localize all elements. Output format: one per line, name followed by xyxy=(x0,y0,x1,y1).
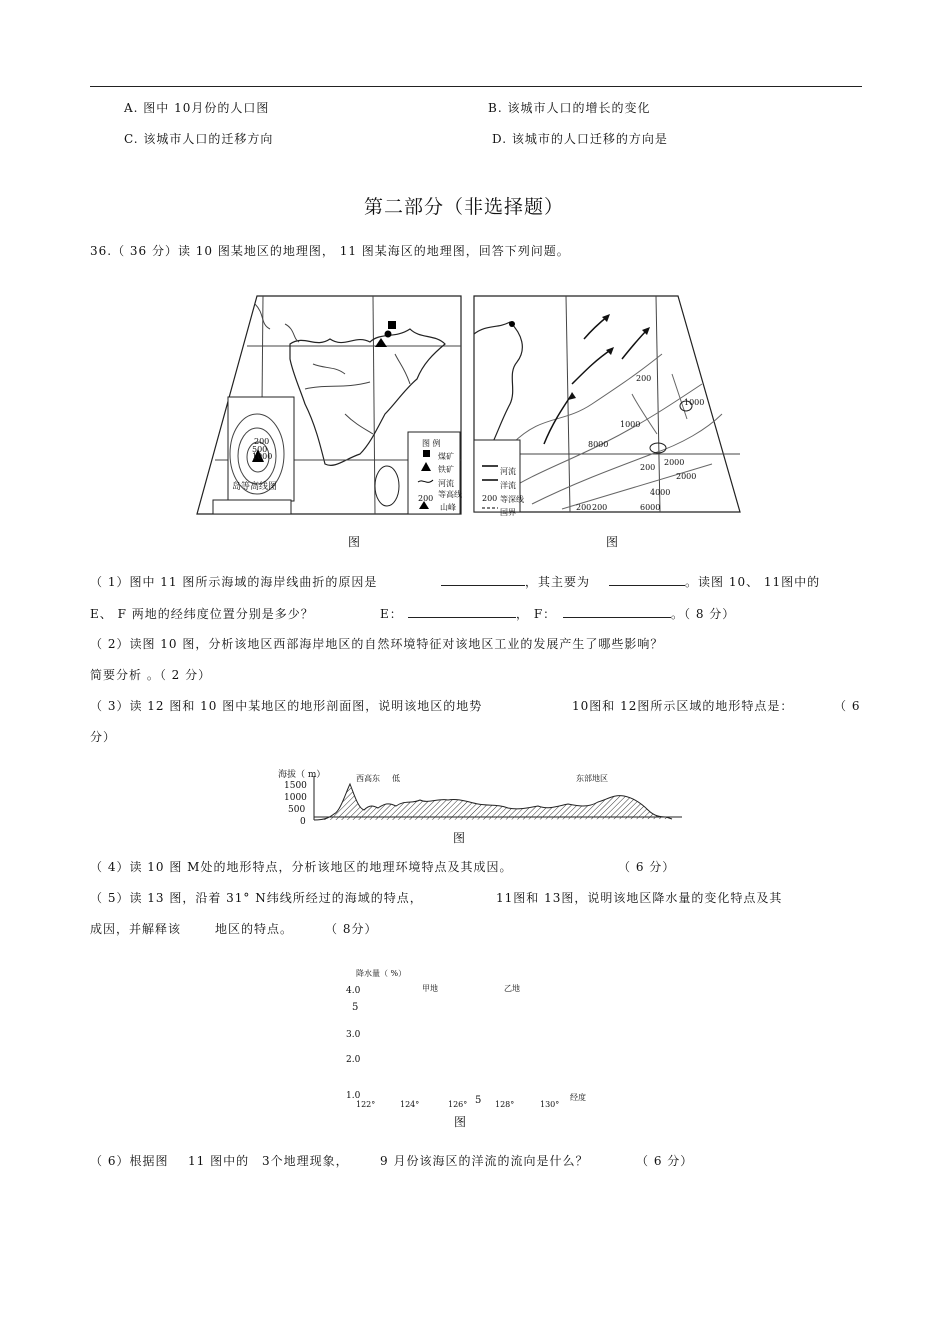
chart13-ytick-2: 5 xyxy=(352,1002,359,1013)
q6-c: 3个地理现象， xyxy=(262,1154,349,1168)
q5-line2-c: （ 8分） xyxy=(325,922,378,936)
chart13-caption: 图 xyxy=(454,1115,468,1129)
profile-ytick-1000: 1000 xyxy=(284,793,307,803)
profile-label-left: 西高东 xyxy=(356,774,380,783)
inset-contour-500: 500 xyxy=(252,445,268,454)
legend-peak: 山峰 xyxy=(440,503,456,512)
q6-a: （ 6）根据图 xyxy=(90,1154,169,1168)
depth-label-8: 8000 xyxy=(588,440,609,449)
chart13-xtick-3: 126° xyxy=(448,1100,468,1109)
depth-label-11: 200 xyxy=(636,374,652,383)
chart13-ytick-3: 3.0 xyxy=(346,1030,361,1040)
depth-label-5: 2000 xyxy=(664,458,685,467)
option-d: D. 该城市的人口迁移的方向是 xyxy=(492,132,668,146)
depth-label-4: 1000 xyxy=(620,420,641,429)
q3-line1-a: （ 3）读 12 图和 10 图中某地区的地形剖面图，说明该地区的地势 xyxy=(90,699,483,713)
legend-river: 河流 xyxy=(438,479,454,488)
option-c: C. 该城市人口的迁移方向 xyxy=(124,132,274,146)
q6-e: （ 6 分） xyxy=(636,1154,694,1168)
legend-coal: 煤矿 xyxy=(438,452,454,461)
inset-contour-1000: 1000 xyxy=(252,452,273,461)
q1-blank-f[interactable] xyxy=(563,605,671,618)
profile-ytick-500: 500 xyxy=(288,805,306,815)
q1-blank-e[interactable] xyxy=(408,605,516,618)
q1-blank-2[interactable] xyxy=(609,573,685,586)
map2-caption: 图 xyxy=(606,535,620,549)
q5-line1-a: （ 5）读 13 图，沿着 31° N纬线所经过的海域的特点， xyxy=(90,891,423,905)
q5-line1-b: 11图和 13图，说明该地区降水量的变化特点及其 xyxy=(496,891,783,905)
map1-caption: 图 xyxy=(348,535,362,549)
q3-line1-b: 10图和 12图所示区域的地形特点是： xyxy=(572,699,794,713)
q2-line2: 简要分析 。（ 2 分） xyxy=(90,668,212,682)
chart13-ytick-5: 1.0 xyxy=(346,1091,361,1101)
section-title: 第二部分（非选择题） xyxy=(364,196,565,218)
top-rule xyxy=(90,86,862,87)
map2-legend-border: 国界 xyxy=(500,508,516,517)
inset-contour-200: 200 xyxy=(254,437,270,446)
q1-blank-1[interactable] xyxy=(441,573,525,586)
chart13-label-b: 乙地 xyxy=(504,984,520,993)
q6-b: 11 图中的 xyxy=(188,1154,250,1168)
chart13-xunit: 经度 xyxy=(570,1093,586,1102)
map2-legend-isobath: 等深线 xyxy=(500,495,524,504)
profile-ytick-1500: 1500 xyxy=(284,781,307,791)
q1-line1-c: 。读图 10、 11图中的 xyxy=(685,575,821,589)
depth-label-9: 1000 xyxy=(684,398,705,407)
map1-legend-title: 图 例 xyxy=(422,439,441,448)
profile-caption: 图 xyxy=(453,831,467,845)
chart13-ylabel: 降水量（ %） xyxy=(356,969,407,978)
depth-label-7: 6000 xyxy=(640,503,661,512)
depth-label-3: 200 xyxy=(640,463,656,472)
q5-line2-b: 地区的特点。 xyxy=(215,922,294,936)
q6-d: 9 月份该海区的洋流的流向是什么？ xyxy=(380,1154,589,1168)
map2-legend-value: 200 xyxy=(482,494,498,503)
q1-line1-b: ，其主要为 xyxy=(525,575,591,589)
depth-label-6: 4000 xyxy=(650,488,671,497)
chart13-ytick-4: 2.0 xyxy=(346,1055,361,1065)
q1-line2-b: E： xyxy=(380,607,403,621)
q1-line2-a: E、 F 两地的经纬度位置分别是多少？ xyxy=(90,607,314,621)
q5-line2-a: 成因，并解释该 xyxy=(90,922,182,936)
chart13-label-a: 甲地 xyxy=(422,984,438,993)
profile-chart xyxy=(308,774,683,826)
q4-score: （ 6 分） xyxy=(618,860,676,874)
depth-label-10: 2000 xyxy=(676,472,697,481)
chart13-xtick-6: 130° xyxy=(540,1100,560,1109)
legend-contour-value: 200 xyxy=(418,494,434,503)
profile-label-left2: 低 xyxy=(392,774,400,783)
depth-label-2: 200 xyxy=(592,503,608,512)
chart13-xtick-2: 124° xyxy=(400,1100,420,1109)
profile-label-right: 东部地区 xyxy=(576,774,608,783)
chart13-xtick-4: 5 xyxy=(475,1095,482,1106)
q4-text: （ 4）读 10 图 M处的地形特点，分析该地区的地理环境特点及其成因。 xyxy=(90,860,513,874)
option-a: A. 图中 10月份的人口图 xyxy=(124,101,270,115)
map2-legend-current: 洋流 xyxy=(500,481,516,490)
legend-contour: 等高线 xyxy=(438,490,462,499)
chart13-ytick-1: 4.0 xyxy=(346,986,361,996)
q1-line2-d: 。（ 8 分） xyxy=(671,607,736,621)
chart13-xtick-5: 128° xyxy=(495,1100,515,1109)
profile-ylabel: 海拔（ m） xyxy=(278,770,326,780)
option-b: B. 该城市人口的增长的变化 xyxy=(488,101,651,115)
q3-line2: 分） xyxy=(90,730,117,744)
q2-line1: （ 2）读图 10 图，分析该地区西部海岸地区的自然环境特征对该地区工业的发展产生了哪些影响？ xyxy=(90,637,664,651)
q1-line1-a: （ 1）图中 11 图所示海域的海岸线曲折的原因是 xyxy=(90,575,378,589)
profile-ytick-0: 0 xyxy=(300,817,306,827)
map2-legend-river: 河流 xyxy=(500,467,516,476)
inset-title: 岛等高线图 xyxy=(232,482,278,492)
q1-line2-c: ， F： xyxy=(516,607,557,621)
chart13-xtick-1: 122° xyxy=(356,1100,376,1109)
legend-iron: 铁矿 xyxy=(438,465,454,474)
q36-intro: 36.（ 36 分）读 10 图某地区的地理图， 11 图某海区的地理图，回答下列问题。 xyxy=(90,244,570,258)
depth-label-1: 200 xyxy=(576,503,592,512)
q3-line1-c: （ 6 xyxy=(834,699,861,713)
